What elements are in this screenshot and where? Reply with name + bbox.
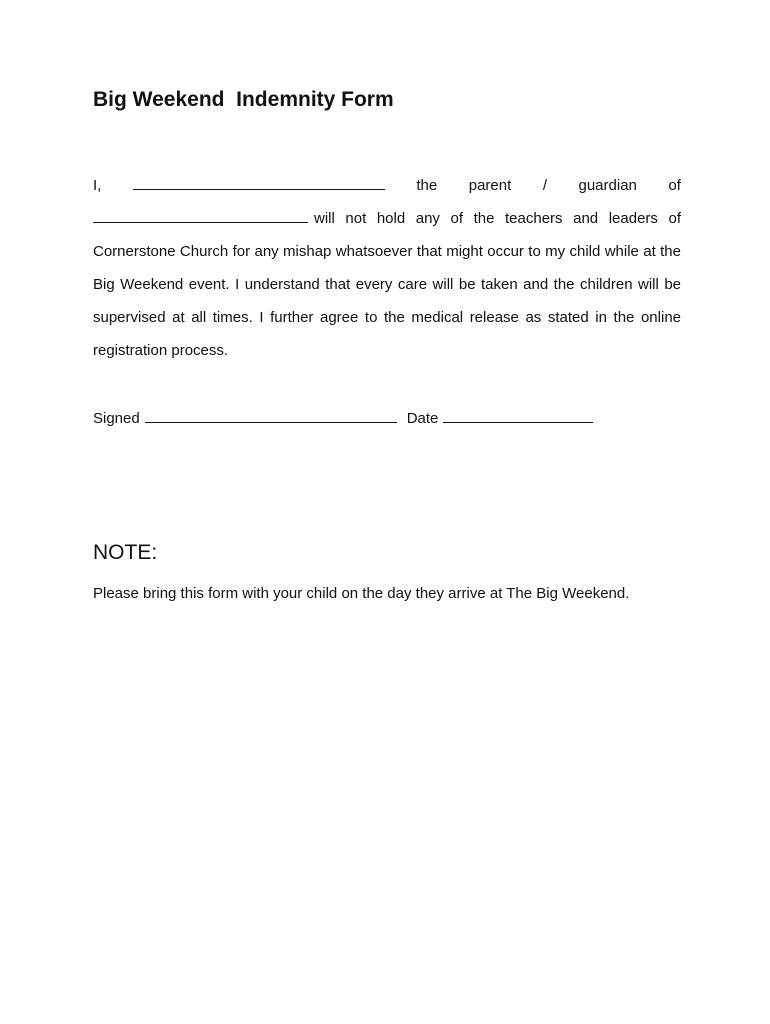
- signature-row: [93, 402, 681, 435]
- form-title: Big Weekend Indemnity Form: [93, 88, 394, 111]
- parent-declaration-line: [93, 169, 681, 202]
- indemnity-text: will not hold any of the teachers and leaders of Cornerstone Church for any mishap whatsoever that might occur to my child while at the Big Weekend event. I understand that every care will be taken and the children will be supervised at all times. I further agree to the medical release as stated in the online registration process.: [93, 210, 681, 359]
- note-heading: NOTE:: [93, 541, 158, 564]
- word-of: of: [668, 177, 681, 194]
- signed-label: Signed: [93, 410, 140, 427]
- word-parent: parent: [468, 177, 512, 194]
- signature-field[interactable]: [145, 408, 397, 423]
- word-guardian: guardian: [578, 177, 637, 194]
- date-field[interactable]: [443, 408, 593, 423]
- child-name-field[interactable]: [93, 208, 308, 223]
- word-slash: /: [542, 177, 547, 194]
- note-text: Please bring this form with your child on the day they arrive at The Big Weekend.: [93, 585, 630, 602]
- indemnity-paragraph: [93, 202, 681, 367]
- word-the: the: [416, 177, 438, 194]
- pronoun-label: I,: [93, 177, 102, 194]
- date-label: Date: [406, 410, 439, 427]
- parent-name-field[interactable]: [133, 175, 385, 190]
